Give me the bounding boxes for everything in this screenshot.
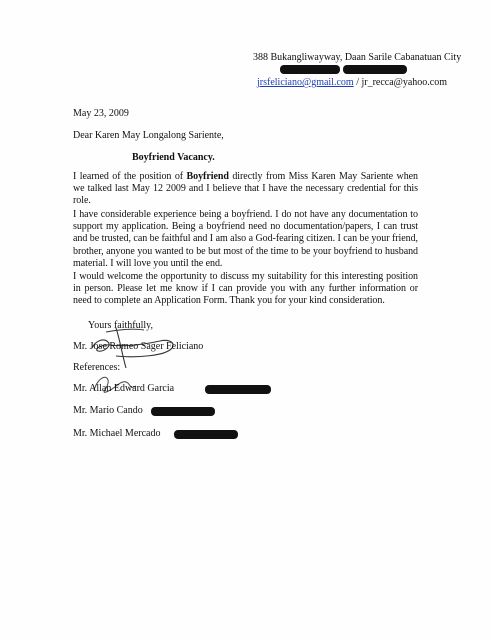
subject-line: Boyfriend Vacancy. — [132, 152, 215, 163]
p1-part-2: directly from Miss Karen May Sariente when we talked last May 12 2009 and I believe that I have the necessary credential for this role. — [73, 171, 418, 207]
contact-line — [257, 77, 447, 89]
references-label: References: — [73, 362, 121, 373]
redacted-ref-2 — [151, 407, 215, 416]
p2-text: I have considerable experience being a boyfriend. I do not have any documentation to support my application. Being a boyfriend need no documentation/papers, I can trust and be trusted, can be faithful and I am also a God-fearing citizen. I can be your friend, brother, anyone you wanted to be but most of the time to be your boyfriend to husband material. I will love you until the end. — [73, 209, 418, 269]
paragraph-3 — [73, 271, 418, 308]
paragraph-2 — [73, 209, 418, 270]
p3-text: I would welcome the opportunity to discuss my suitability for this interesting position in person. Please let me know if I can provide you with any further information or need to complete an Application Form. Thank you for your kind consideration. — [73, 271, 418, 307]
redacted-ref-1 — [205, 385, 271, 394]
redacted-phone-2 — [343, 65, 407, 74]
signer-name: Mr. Jose Romeo Sager Feliciano — [73, 341, 204, 352]
reference-1: Mr. Allan Edward Garcia — [73, 383, 175, 394]
sender-address: 388 Bukangliwayway, Daan Sarile Cabanatuan City — [253, 52, 462, 63]
closing: Yours faithfully, — [88, 320, 154, 331]
salutation: Dear Karen May Longalong Sariente, — [73, 130, 224, 141]
redacted-phone-1 — [280, 65, 340, 74]
reference-2: Mr. Mario Cando — [73, 405, 143, 416]
email-separator: / — [353, 77, 362, 88]
reference-3: Mr. Michael Mercado — [73, 428, 161, 439]
email-secondary: jr_recca@yahoo.com — [361, 77, 448, 88]
p1-part-1: I learned of the position of — [73, 171, 187, 182]
letter-date: May 23, 2009 — [73, 108, 129, 119]
redacted-ref-3 — [174, 430, 238, 439]
paragraph-1 — [73, 171, 418, 208]
p1-bold: Boyfriend — [186, 171, 229, 182]
email-link[interactable]: jrsfeliciano@gmail.com — [257, 77, 354, 88]
